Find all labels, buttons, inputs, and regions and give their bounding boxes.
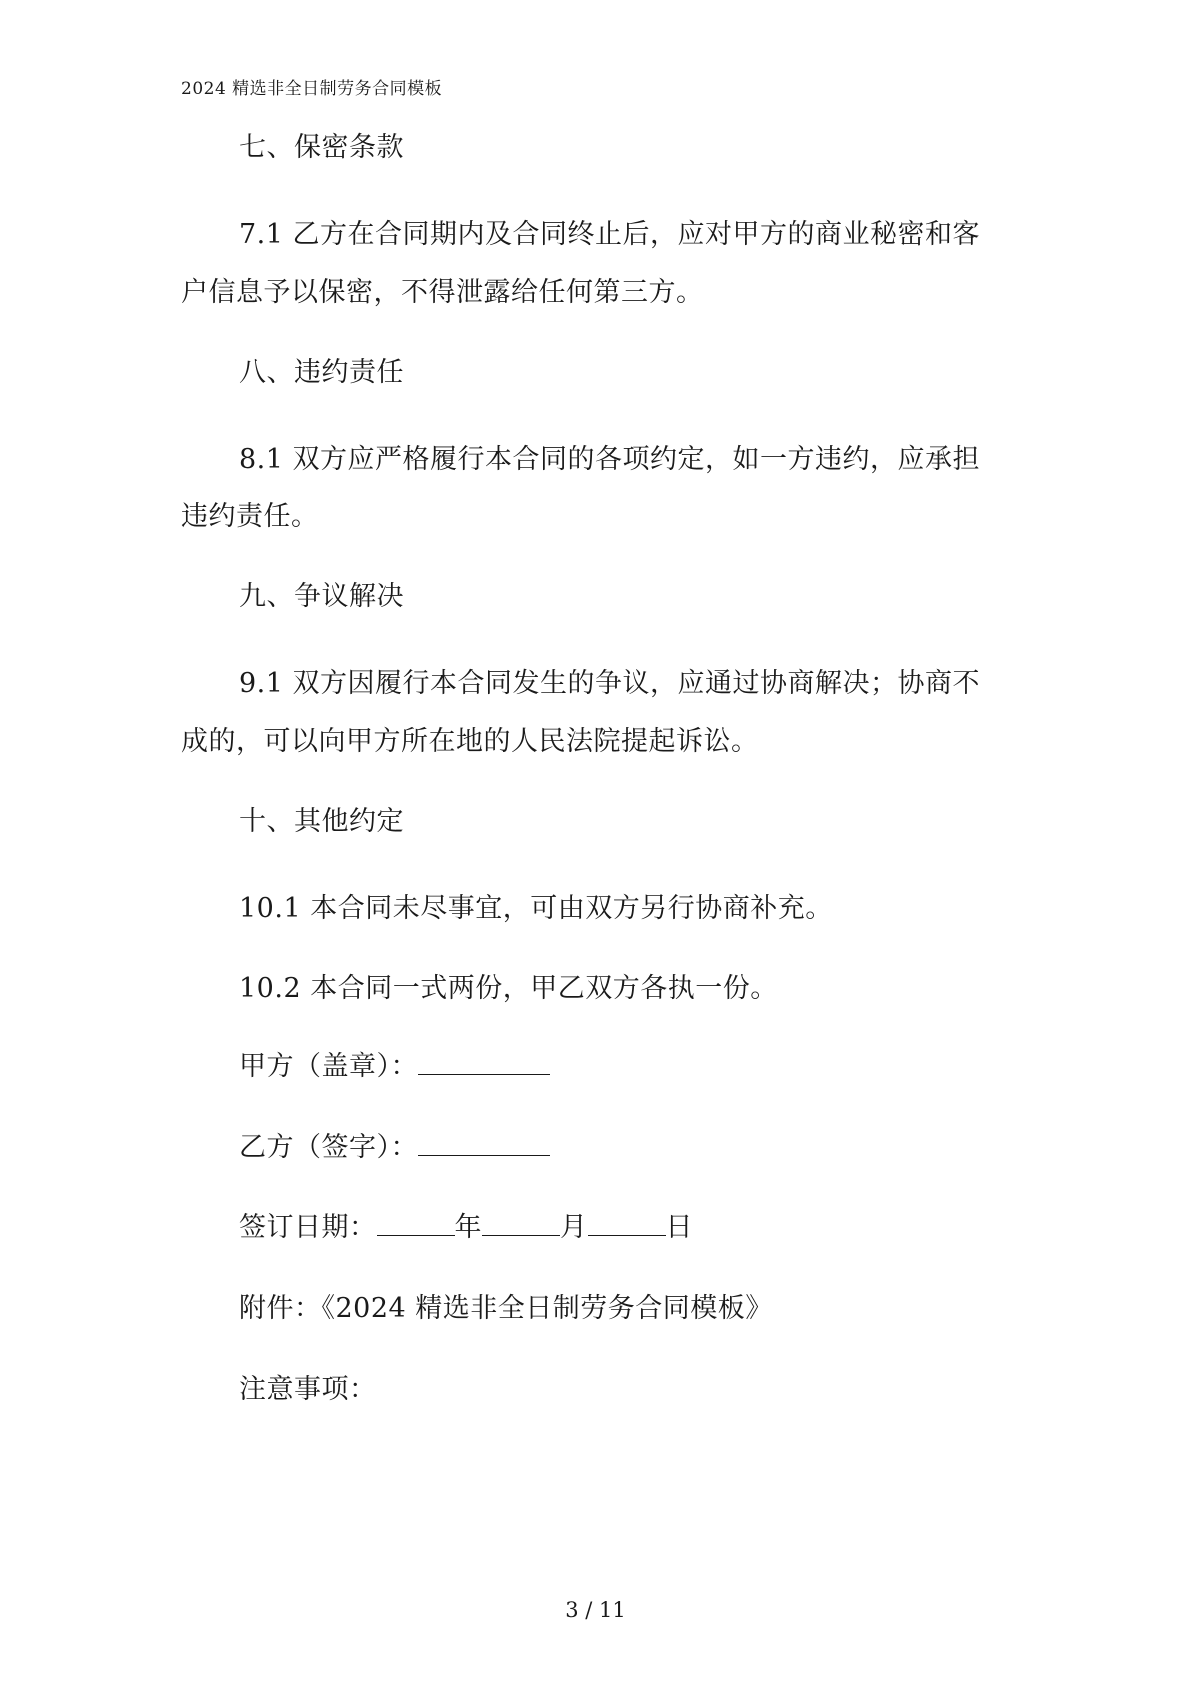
- clause-9-1-line-1: 9.1 双方因履行本合同发生的争议，应通过协商解决；协商不: [239, 668, 981, 699]
- year-label: 年: [454, 1212, 482, 1243]
- notes-heading: 注意事项：: [239, 1374, 377, 1405]
- clause-9-1-line-2: 成的，可以向甲方所在地的人民法院提起诉讼。: [181, 726, 759, 757]
- attachment-line: 附件：《2024 精选非全日制劳务合同模板》: [239, 1293, 773, 1324]
- clause-10-1: 10.1 本合同未尽事宜，可由双方另行协商补充。: [239, 893, 833, 924]
- clause-8-1-line-1: 8.1 双方应严格履行本合同的各项约定，如一方违约，应承担: [239, 444, 981, 475]
- clause-7-1-line-1: 7.1 乙方在合同期内及合同终止后，应对甲方的商业秘密和客: [239, 219, 981, 250]
- page-header-title: 2024 精选非全日制劳务合同模板: [181, 79, 443, 99]
- party-a-signature-row: [239, 1050, 550, 1084]
- signing-date-row: [239, 1211, 693, 1245]
- year-blank[interactable]: [377, 1213, 455, 1236]
- party-b-signature-row: [239, 1131, 550, 1165]
- section-7-heading: 七、保密条款: [239, 132, 404, 163]
- party-b-label: 乙方（签字）：: [239, 1132, 418, 1163]
- party-a-label: 甲方（盖章）：: [239, 1051, 418, 1082]
- section-8-heading: 八、违约责任: [239, 357, 404, 388]
- month-blank[interactable]: [482, 1213, 560, 1236]
- day-blank[interactable]: [588, 1213, 666, 1236]
- clause-7-1-line-2: 户信息予以保密，不得泄露给任何第三方。: [181, 277, 704, 308]
- clause-10-2: 10.2 本合同一式两份，甲乙双方各执一份。: [239, 973, 778, 1004]
- clause-8-1-line-2: 违约责任。: [181, 501, 319, 532]
- page-indicator: 3 / 11: [565, 1598, 626, 1622]
- signing-date-label: 签订日期：: [239, 1212, 377, 1243]
- month-label: 月: [560, 1212, 588, 1243]
- party-b-blank[interactable]: [418, 1133, 550, 1156]
- section-9-heading: 九、争议解决: [239, 581, 404, 612]
- day-label: 日: [665, 1212, 693, 1243]
- section-10-heading: 十、其他约定: [239, 806, 404, 837]
- party-a-blank[interactable]: [418, 1052, 550, 1075]
